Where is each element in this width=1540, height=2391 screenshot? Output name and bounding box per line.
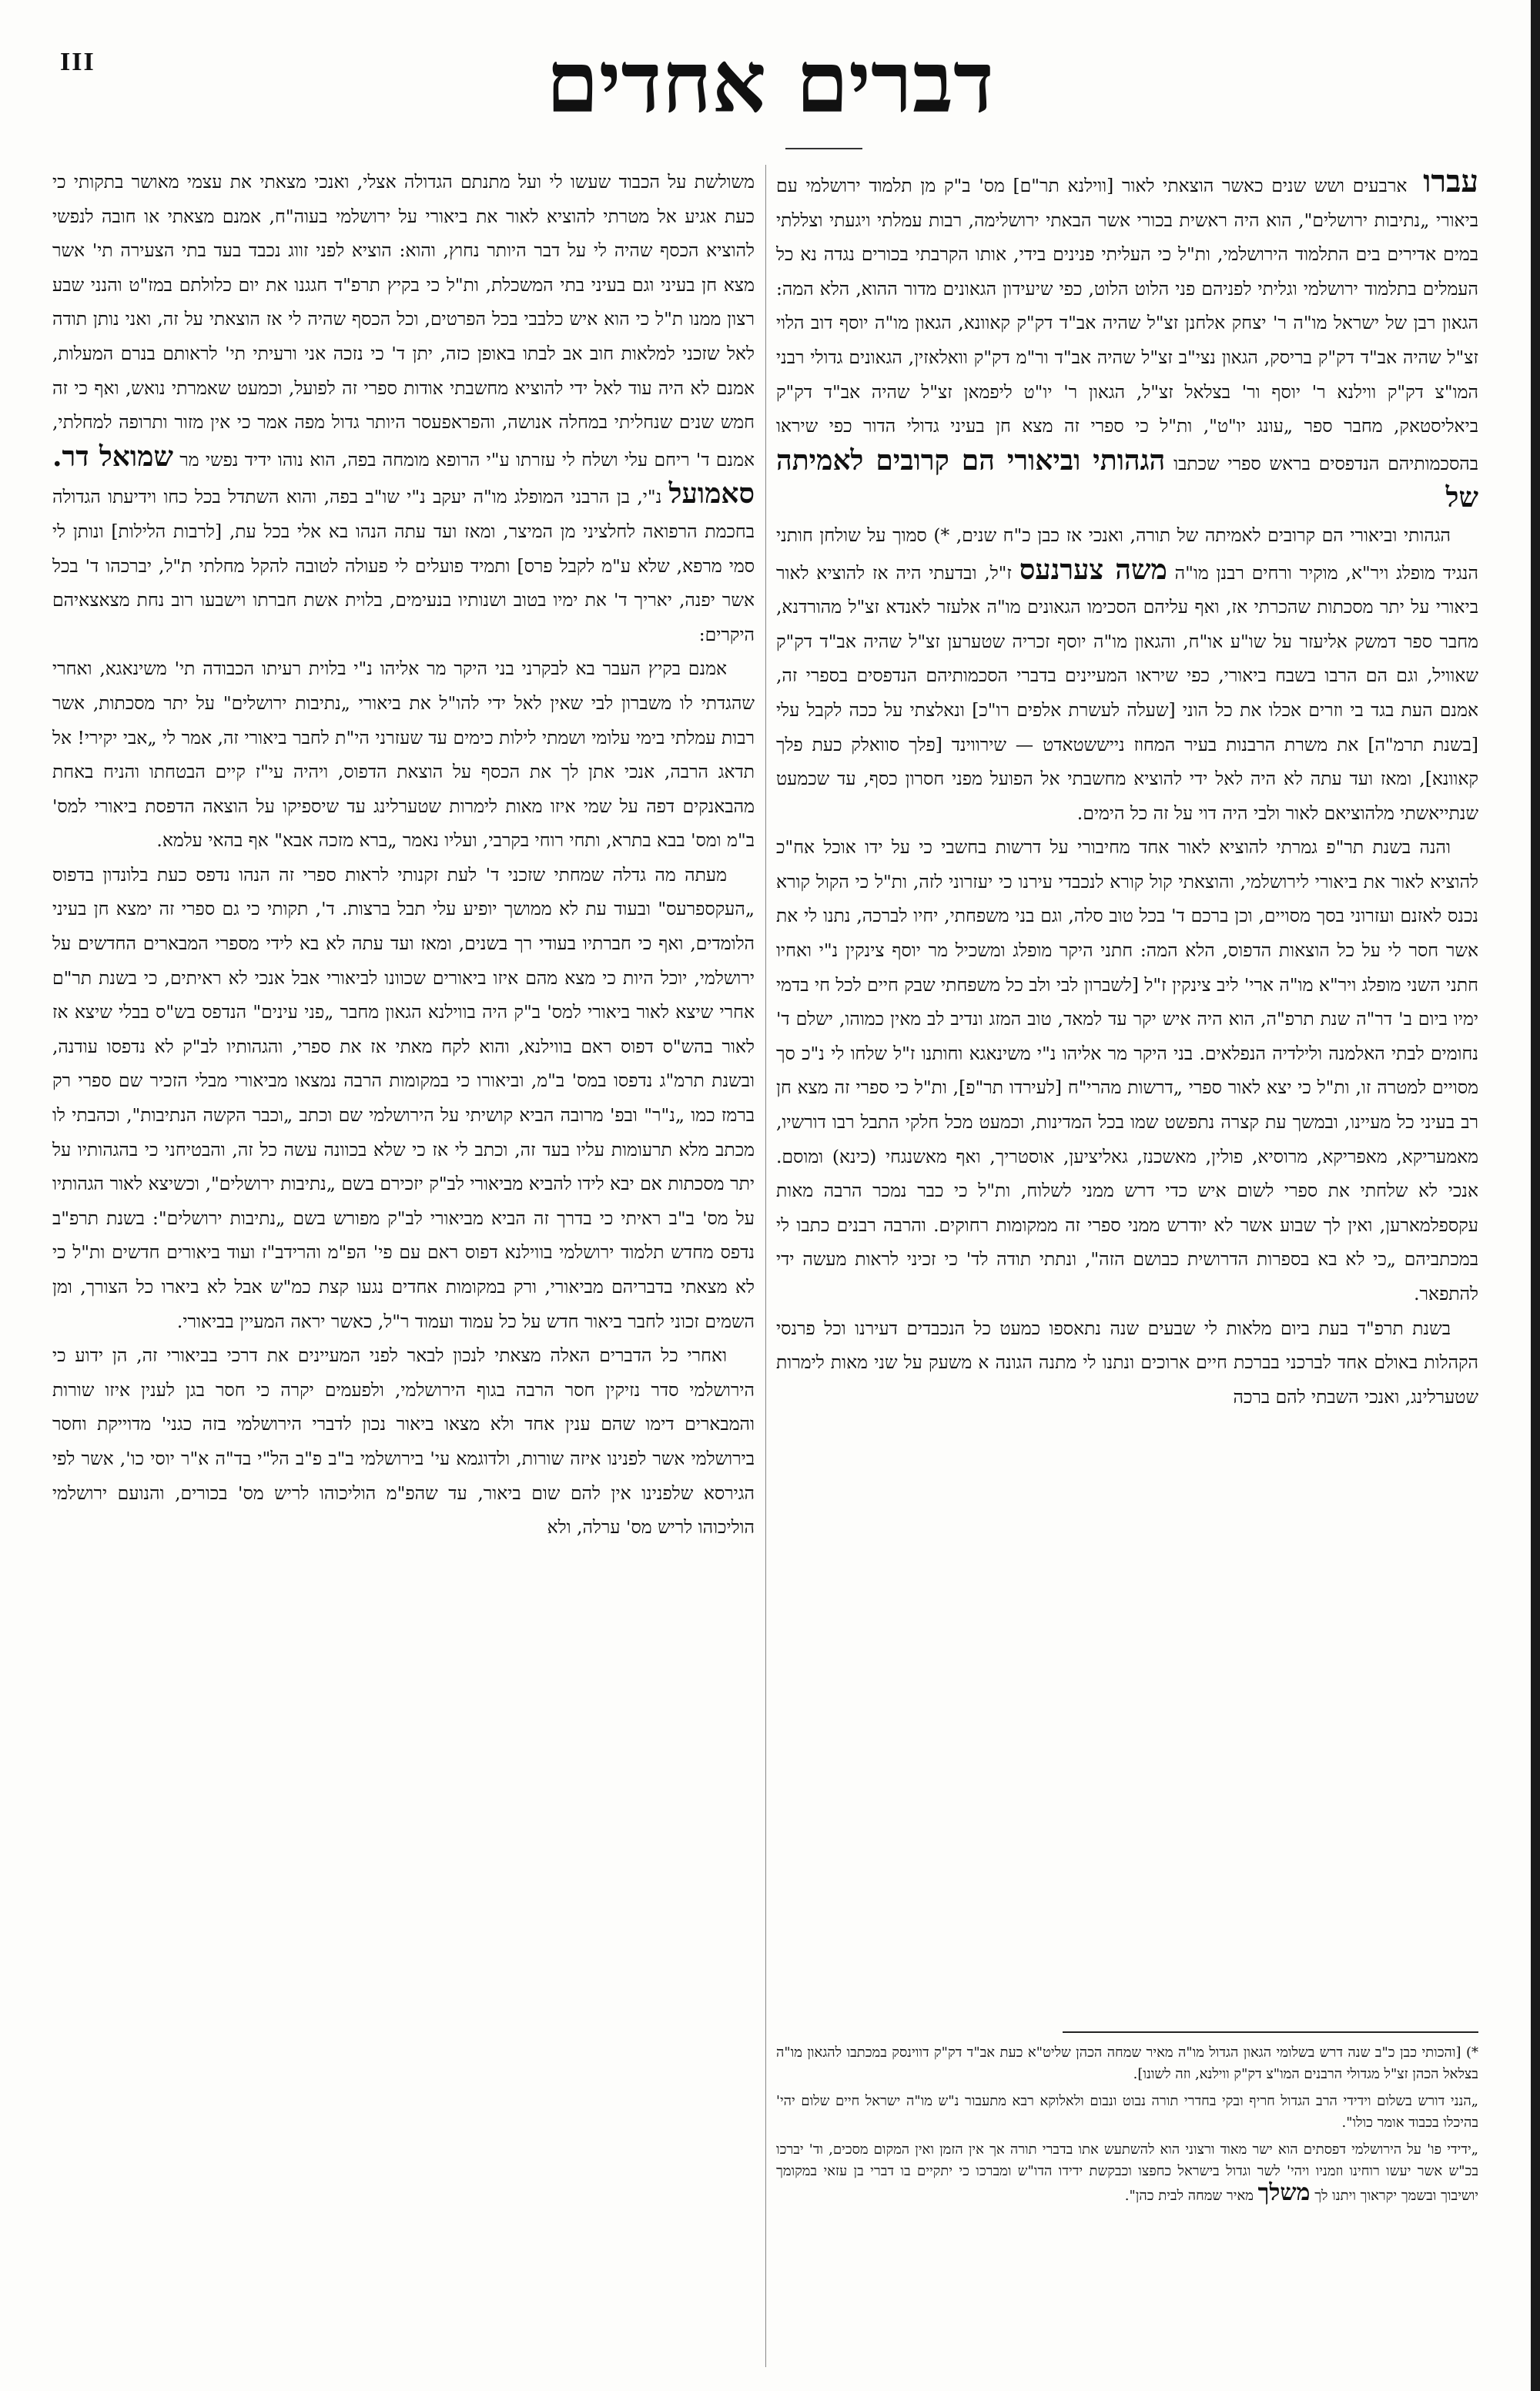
footnote <box>776 2139 1478 2208</box>
paragraph <box>776 165 1478 518</box>
right-column <box>776 165 1478 2028</box>
paragraph: הגהותי וביאורי הם קרובים לאמיתה של תורה, ואנכי אז כבן כ"ח שנים, *) סמוך על שולחן חותני הנגיד מופלג ויר"א, מוקיר ורחים רבנן מו"ה משה צערנעס ז"ל, ובדעתי היה אז להוציא לאור ביאורי על יתר מסכתות שהכרתי אז, ואף עליהם הסכימו הגאונים מו"ה אלעזר לאנדא זצ"ל מהורדנא, מחבר ספר דמשק אליעזר על שו"ע או"ח, והגאון מו"ה יוסף זכריה שטערען זצ"ל שהיה אב"ד דק"ק שאוויל, וגם הם הרבו בשבח ביאורי, כפי שיראו המעיינים בדברי הסכמותיהם הנדפסים בספרי זה, אמנם העת בגד בי וזרים אכלו את כל הוני [שעלה לעשרת אלפים רו"כ] ונאלצתי על ככה לקבל עלי [בשנת תרמ"ה] את משרת הרבנות בעיר המחוז נייששטאדט — שירווינד [פלך סוואלק כעת פלך קאוונא], ומאז ועד עתה לא היה לאל ידי להוציא מחשבתי אל הפועל מפני חסרון כסף, עד שכמעט שנתייאשתי מלהוציאם לאור ולבי היה דוי על זה כל הימים. <box>776 524 1478 824</box>
emphasis-name: שמואל דר. סאמועל <box>52 440 755 511</box>
page-title: דברים אחדים <box>546 32 994 132</box>
page-number: III <box>60 48 95 76</box>
paragraph: מעתה מה גדלה שמחתי שזכני ד' לעת זקנותי לראות ספרי זה הנהו נדפס כעת בלונדון בדפוס „העקספרעס" ובעוד עת לא ממושך יופיע עלי תבל ברצות. ד', תקותי כי גם ספרי זה ימצא חן בעיני הלומדים, ואף כי חברתיו בעודי רך בשנים, ומאז ועד עתה לא בא לידי מספרי המבארים החדשים על ירושלמי, יוכל היות כי מצא מהם איזו ביאורים שכוונו לביאורי אבל אנכי לא ראיתים, כי בשנת תר"ם אחרי שיצא לאור ביאורי למס' ב"ק היה בווילנא הגאון מחבר „פני עינים" הנדפס בש"ס בבלי שיצא אז לאור בהש"ס דפוס ראם בווילנא, והוא לקח מאתי אז את ספרי, והגהותיו לב"ק לא נדפסו עודנה, ובשנת תרמ"ג נדפסו במס' ב"מ, וביאורו כי במקומות הרבה נמצאו מביאורי מבלי הזכיר שם ספרי רק ברמז כמו „נ"ר" ובפ' מרובה הביא קושיתי על הירושלמי שם וכתב „וכבר הקשה הנתיבות", וכהבתי לו מכתב מלא תרעומות עליו בעד זה, וכתב לי אז כי שלא בכוונה עשה כל זה, והבטיחני כי בהגהותיו על יתר מסכתות אם יבא לידו להביא מביאורי לב"ק יזכירם בשם „נתיבות ירושלים", וכשיצא לאור הגהותיו על מס' ב"ב ראיתי כי בדרך זה הביא מביאורי לב"ק מפורש בשם „נתיבות ירושלים": בשנת תרפ"ב נדפס מחדש תלמוד ירושלמי בווילנא דפוס ראם עם פי' הפ"מ והרידב"ז ועוד ביאורים חדשים ות"ל כי לא מצאתי בדבריהם מביאורי, ורק במקומות אחדים נגעו קצת כמ"ש אבל לא ביארו כל הצורך, ומן השמים זכוני לחבר ביאור חדש על כל עמוד ועמוד ר"ל, כאשר יראה המעיין בביאורי. <box>52 863 755 1332</box>
footnote-rule <box>1063 2031 1478 2033</box>
emphasis-name: משה צערנעס <box>1019 553 1167 586</box>
paragraph: בשנת תרפ"ד בעת ביום מלאות לי שבעים שנה נתאספו כמעט כל הנכבדים דעירנו וכל פרנסי הקהלות באולם אחד לברכני בברכת חיים ארוכים ונתנו לי מתנה הגונה א משעק על שני מאות לימרות שטערלינג, ואנכי השבתי להם ברכה <box>776 1317 1478 1408</box>
paragraph-text: ארבעים ושש שנים כאשר הוצאתי לאור [ווילנא תר"ם] מס' ב"ק מן תלמוד ירושלמי עם ביאורי „נתיבות ירושלים", הוא היה ראשית בכורי אשר הבאתי ירושלימה, רבות עמלתי ויגעתי וצללתי במים אדירים בים התלמוד הירושלמי, ות"ל כי העליתי פנינים בידי, אותו הקרבתי בכורים נגדה נא כל העמלים בתלמוד ירושלמי וגליתי לפניהם פני הלוט הלוט, כפי שיעידון הגאונים מדור ההוא, הלא המה: הגאון רבן של ישראל מו"ה ר' יצחק אלחנן זצ"ל שהיה אב"ד דק"ק קאוונא, הגאון מו"ה יוסף דוב הלוי זצ"ל שהיה אב"ד דק"ק בריסק, הגאון נצי"ב זצ"ל שהיה אב"ד ור"מ דק"ק וואלאזין, הגאונים גדולי רבני המו"צ דק"ק ווילנא ר' יוסף ור' בצלאל זצ"ל, הגאון ר' יו"ט ליפמאן זצ"ל שהיה אב"ד דק"ק ביאליסטאק, מחבר ספר „עונג יו"ט", ות"ל כי ספרי זה מצא חן בעיני גדולי הדור כפי שיראו בהסכמותיהם הנדפסים בראש ספרי שכתבו <box>776 175 1478 474</box>
footnote: *) [והכותי כבן כ"ב שנה דרש בשלומי הגאון הגדול מו"ה מאיר שמחה הכהן שליט"א כעת אב"ד דק"ק דווינסק במכתבו להגאון מו"ה בצלאל הכהן זצ"ל מגדולי הרבנים המו"צ דק"ק ווילנא, וזה לשונו]. <box>776 2044 1478 2083</box>
page-edge <box>1531 0 1540 2391</box>
paragraph: משולשת על הכבוד שעשו לי ועל מתנתם הגדולה אצלי, ואנכי מצאתי את עצמי מאושר בתקותי כי כעת אגיע אל מטרתי להוציא לאור את ביאורי על ירושלמי בעוה"ח, אמנם מצאתי או חובה לנפשי להוציא הכסף שהיה לי על דבר היותר נחוץ, והוא: הוציא לפני זווג נכבד בעד בתי הצעירה תי' אשר מצא חן בעיני וגם בעיני בתי המשכלת, ות"ל כי בקיץ תרפ"ד חגגנו את יום כלולתם במז"ט והנני שבע רצון ממנו ת"ל כי הוא איש כלבבי בכל הפרטים, וכל הכסף שהיה לי אז הוצאתי על זה, ואני נותן תודה לאל שזכני למלאות חוב אב לבתו באופן כזה, יתן ד' כי נזכה אני ורעיתי תי' לראותם בנרם המעלות, אמנם לא היה עוד לאל ידי להוציא מחשבתי אודות ספרי זה לפועל, וכמעט שאמרתי נואש, ואף כי זה חמש שנים שנחליתי במחלה אנושה, והפראפעסר היותר גדול מפה אמר כי אין מזור ותרופה למחלתי, אמנם ד' ריחם עלי ושלח לי עזרתו ע"י הרופא מומחה בפה, הוא נוהו ידיד נפשי מר שמואל דר. סאמועל נ"י, בן הרבני המופלג מו"ה יעקב נ"י שו"ב בפה, והוא השתדל בכל כחו וידיעתו הגדולה בחכמת הרפואה לחלציני מן המיצר, ומאז ועד עתה הנהו בא אלי בכל עת, [לרבות הלילות] ונותן לי סמי מרפא, שלא ע"מ לקבל פרס] ותמיד פועלים לי פעולה לטובה להקל מחלתי ת"ל, יברכהו ד' בכל אשר יפנה, יאריך ד' את ימיו בטוב ושנותיו בנעימים, בלוית אשת חברתו וישבעו רוב נחת מצאצאיהם היקרים: <box>52 171 755 645</box>
footnote: „הנני דורש בשלום וידידי הרב הגדול חריף ובקי בחדרי תורה נבוט ונבום ולאלוקא רבא מתעבור נ"ש מו"ה ישראל חיים שלום יהי' בהיכלו בכבוד אומר כולו". <box>776 2092 1478 2131</box>
footnote-text: „ידידי פו' על הירושלמי דפסתים הוא ישר מאוד ורצוני הוא להשתעש אתו בדברי תורה אך אין הזמן ואין המקום מסכים, וד' יברכו בכ"ש אשר יעשו רוחינו וזמניו ויהי' לשר וגדול בישראל כחפצו וכבקשת ידידו הדו"ש ומברכו כי יתקיים בו דברי בן עזאי במקומך יושיבוך ובשמך יקראוך ויתנו לך <box>776 2141 1478 2205</box>
footnotes <box>776 2042 1478 2381</box>
title-rule <box>785 148 862 149</box>
paragraph: אמנם בקיץ העבר בא לבקרני בני היקר מר אליהו נ"י בלוית רעיתו הכבודה תי' משינאגא, ואחרי שהגדתי לו משברון לבי שאין לאל ידי להו"ל את ביאורי „נתיבות ירושלים" על יתר מסכתות, אשר רבות עמלתי בימי עלומי ושמתי לילות כימים עד שעזרני הי"ת לחבר ביאורי זה, אמר לי „אבי יקירי! אל תדאג הרבה, אנכי אתן לך את הכסף על הוצאת הדפוס, ויהיה עי"ז קיים הבטחתו והניח באחת מהבאנקים דפה על שמי איזו מאות לימרות שטערלינג עד שיספיקו על הוצאה הדפסת ביאורי למס' ב"מ ומס' בבא בתרא, ותחי רוחי בקרבי, ועליו נאמר „ברא מזכה אבא" אף בהאי עלמא. <box>52 658 755 852</box>
column-divider <box>765 165 766 2367</box>
left-column <box>52 165 755 2367</box>
lead-word: עברו <box>1423 165 1478 199</box>
emphasis-phrase: הגהותי וביאורי הם קרובים לאמיתה של <box>776 444 1478 514</box>
paragraph: והנה בשנת תר"פ גמרתי להוציא לאור אחד מחיבורי על דרשות בחשבי כי על ידו אוכל אח"כ להוציא לאור את ביאורי לירושלמי, והוצאתי קול קורא לנכבדי עירנו כי יעזרוני לזה, ות"ל כי הקול קורא נכנס לאזנם ועזרוני בסך מסויים, וכן ברכם ד' בכל טוב סלה, וגם בני משפחתי, יחיו לברכה, נתנו לי את אשר חסר לי על כל הוצאות הדפוס, הלא המה: חתני היקר מופלג ומשכיל מר יוסף צינקין נ"י ואחיו חתני השני מופלג ויר"א מו"ה ארי' ליב צינקין ז"ל [לשברון לבי ולב כל משפחתי שבק חיים לכל חי בדמי ימיו ביום ב' דר"ה שנת תרפ"ה, הוא היה איש יקר עד למאד, טוב המזג ונדיב לב מאין כמוהו, ישלם ד' נחומים לבתי האלמנה ולילדיה הנפלאים. בני היקר מר אליהו נ"י משינאגא וחותנו ז"ל שלחו לי נ"כ סך מסויים למטרה זו, ות"ל כי יצא לאור ספרי „דרשות מהרי"ח [לעירדו תר"פ], ות"ל כי ספרי זה מצא חן רב בעיני כל מעיינו, ובמשך עת קצרה נתפשט שמו בכל המדינות, וכמעט מכל חלקי התבל רבו דורשיו, מאמעריקא, מאפריקא, מרוסיא, פולין, מאשכנז, גאליציען, אוסטריך, ואף מאשנגחי (כינא) ומוסם. אנכי לא שלחתי את ספרי לשום איש כדי דרש ממני לשלוח, ות"ל כי כבר נמכר הרבה מאות עקספלמארען, ואין לך שבוע אשר לא יודרש ממני ספרי זה ממקומות רחוקים. והרבה רבנים כתבו לי במכתביהם „כי לא בא בספרות הדרושית כבושם הזה", ונתתי תודה לד' כי זכיני לראות מעשה ידי להתפאר. <box>776 836 1478 1304</box>
footnote-signature: משלך <box>1257 2179 1311 2207</box>
footnote-tail: מאיר שמחה לבית כהן". <box>1124 2188 1254 2205</box>
paragraph: ואחרי כל הדברים האלה מצאתי לנכון לבאר לפני המעיינים את דרכי בביאורי זה, הן ידוע כי הירושלמי סדר נזיקין חסר הרבה בגוף הירושלמי, ולפעמים יקרה כי חסר בגן לענין איזו שורות והמבארים דימו שהם ענין אחד ולא מצאו ביאור נכון לדברי הירושלמי בזה כגני' מדוייקת וחסר בירושלמי אשר לפנינו איזה שורות, ולדוגמא עי' בירושלמי ב"ב פ"ב הל"י בד"ה א"ר יוסי כו', אשר לפי הגירסא שלפנינו אין להם שום ביאור, עד שהפ"מ הוליכוהו לריש מס' בכורים, והנועם ירושלמי הוליכוהו לריש מס' ערלה, ולא <box>52 1345 755 1539</box>
